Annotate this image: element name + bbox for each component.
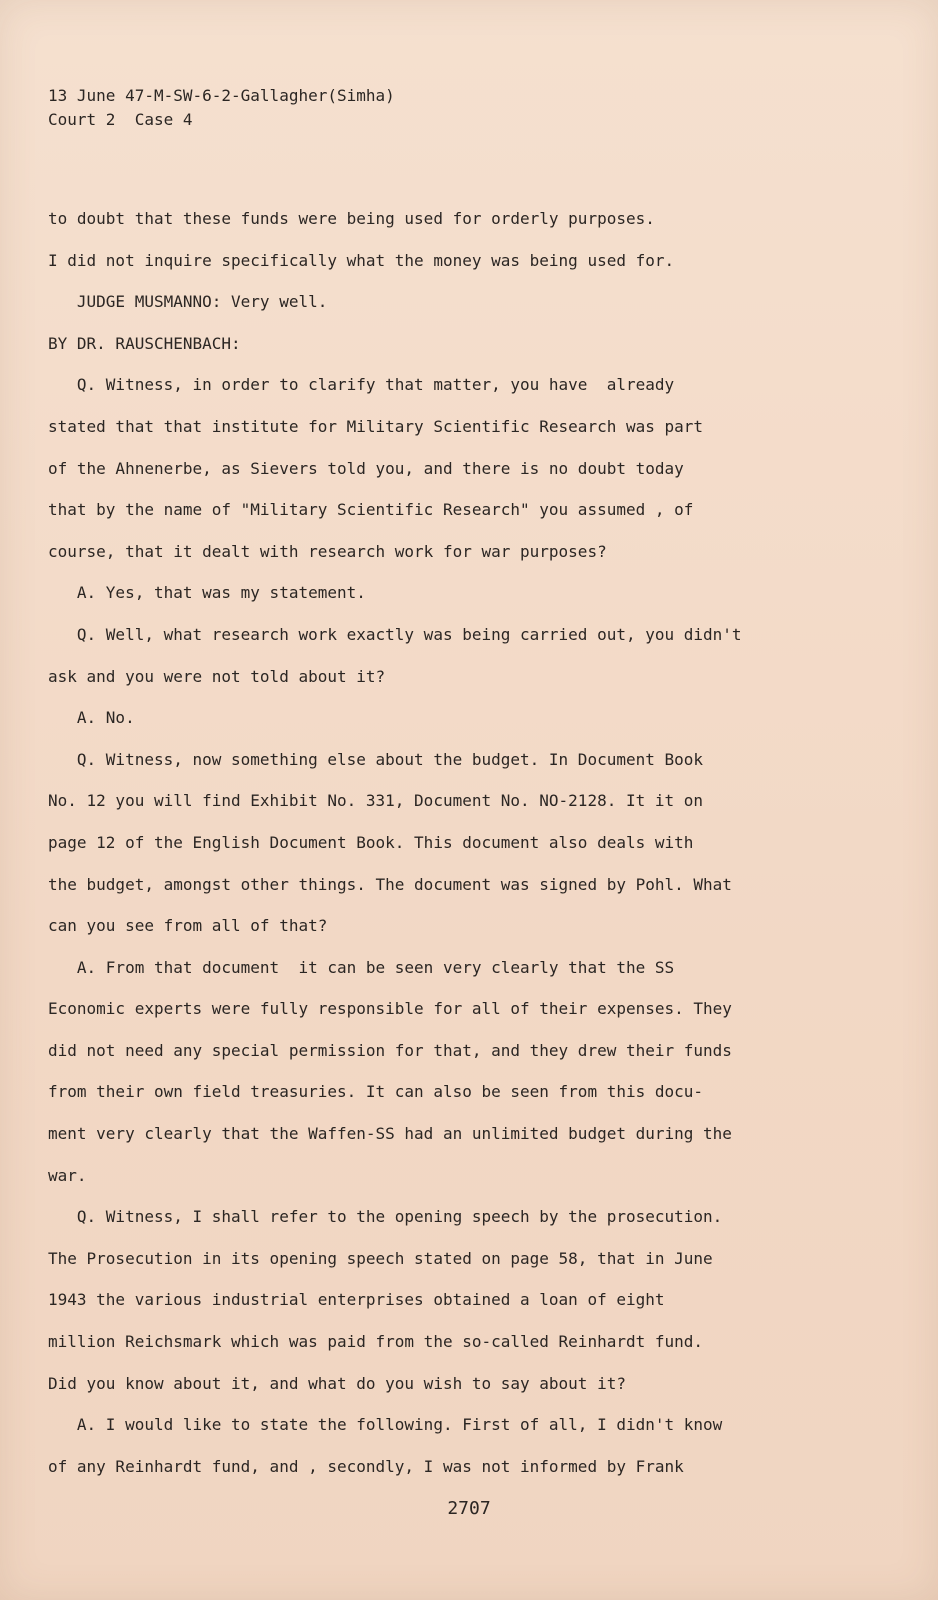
- transcript-body: [48, 204, 888, 1493]
- text-line: ask and you were not told about it?: [48, 666, 386, 686]
- text-line: of the Ahnenerbe, as Sievers told you, and there is no doubt today: [48, 458, 684, 478]
- text-line: to doubt that these funds were being used for orderly purposes.: [48, 209, 655, 228]
- text-line: No. 12 you will find Exhibit No. 331, Document No. NO-2128. It it on: [48, 791, 704, 811]
- text-line: BY DR. RAUSCHENBACH:: [48, 333, 241, 353]
- header-line-2: Court 2 Case 4: [48, 110, 193, 129]
- text-line: I did not inquire specifically what the money was being used for.: [48, 250, 675, 270]
- page-number: 2707: [447, 1498, 491, 1519]
- text-line: Q. Well, what research work exactly was being carried out, you didn't: [48, 624, 742, 644]
- text-line: course, that it dealt with research work for war purposes?: [48, 541, 607, 561]
- text-line: did not need any special permission for that, and they drew their funds: [48, 1040, 732, 1060]
- text-line: Economic experts were fully responsible for all of their expenses. They: [48, 999, 732, 1019]
- text-line: war.: [48, 1165, 87, 1185]
- text-line: million Reichsmark which was paid from the so-called Reinhardt fund.: [48, 1332, 704, 1352]
- text-line: can you see from all of that?: [48, 916, 328, 936]
- text-line: page 12 of the English Document Book. This document also deals with: [48, 832, 694, 852]
- document-header: [48, 84, 395, 132]
- text-line: 1943 the various industrial enterprises obtained a loan of eight: [48, 1290, 665, 1310]
- text-line: the budget, amongst other things. The document was signed by Pohl. What: [48, 874, 732, 894]
- header-line-1: 13 June 47-M-SW-6-2-Gallagher(Simha): [48, 86, 395, 105]
- text-line: that by the name of "Military Scientific Research" you assumed , of: [48, 500, 694, 520]
- text-line: ment very clearly that the Waffen-SS had an unlimited budget during the: [48, 1124, 732, 1144]
- text-line: A. From that document it can be seen very clearly that the SS: [48, 957, 675, 977]
- text-line: Q. Witness, now something else about the budget. In Document Book: [48, 749, 704, 769]
- text-line: A. No.: [48, 708, 135, 728]
- text-line: Did you know about it, and what do you wish to say about it?: [48, 1373, 626, 1393]
- text-line: of any Reinhardt fund, and , secondly, I was not informed by Frank: [48, 1456, 684, 1476]
- text-line: Q. Witness, in order to clarify that matter, you have already: [48, 375, 675, 395]
- text-line: A. I would like to state the following. First of all, I didn't know: [48, 1415, 723, 1435]
- text-line: Q. Witness, I shall refer to the opening speech by the prosecution.: [48, 1207, 723, 1227]
- text-line: from their own field treasuries. It can also be seen from this docu-: [48, 1082, 704, 1102]
- text-line: JUDGE MUSMANNO: Very well.: [48, 292, 328, 312]
- text-line: stated that that institute for Military Scientific Research was part: [48, 416, 704, 436]
- text-line: The Prosecution in its opening speech stated on page 58, that in June: [48, 1248, 713, 1268]
- text-line: A. Yes, that was my statement.: [48, 583, 366, 603]
